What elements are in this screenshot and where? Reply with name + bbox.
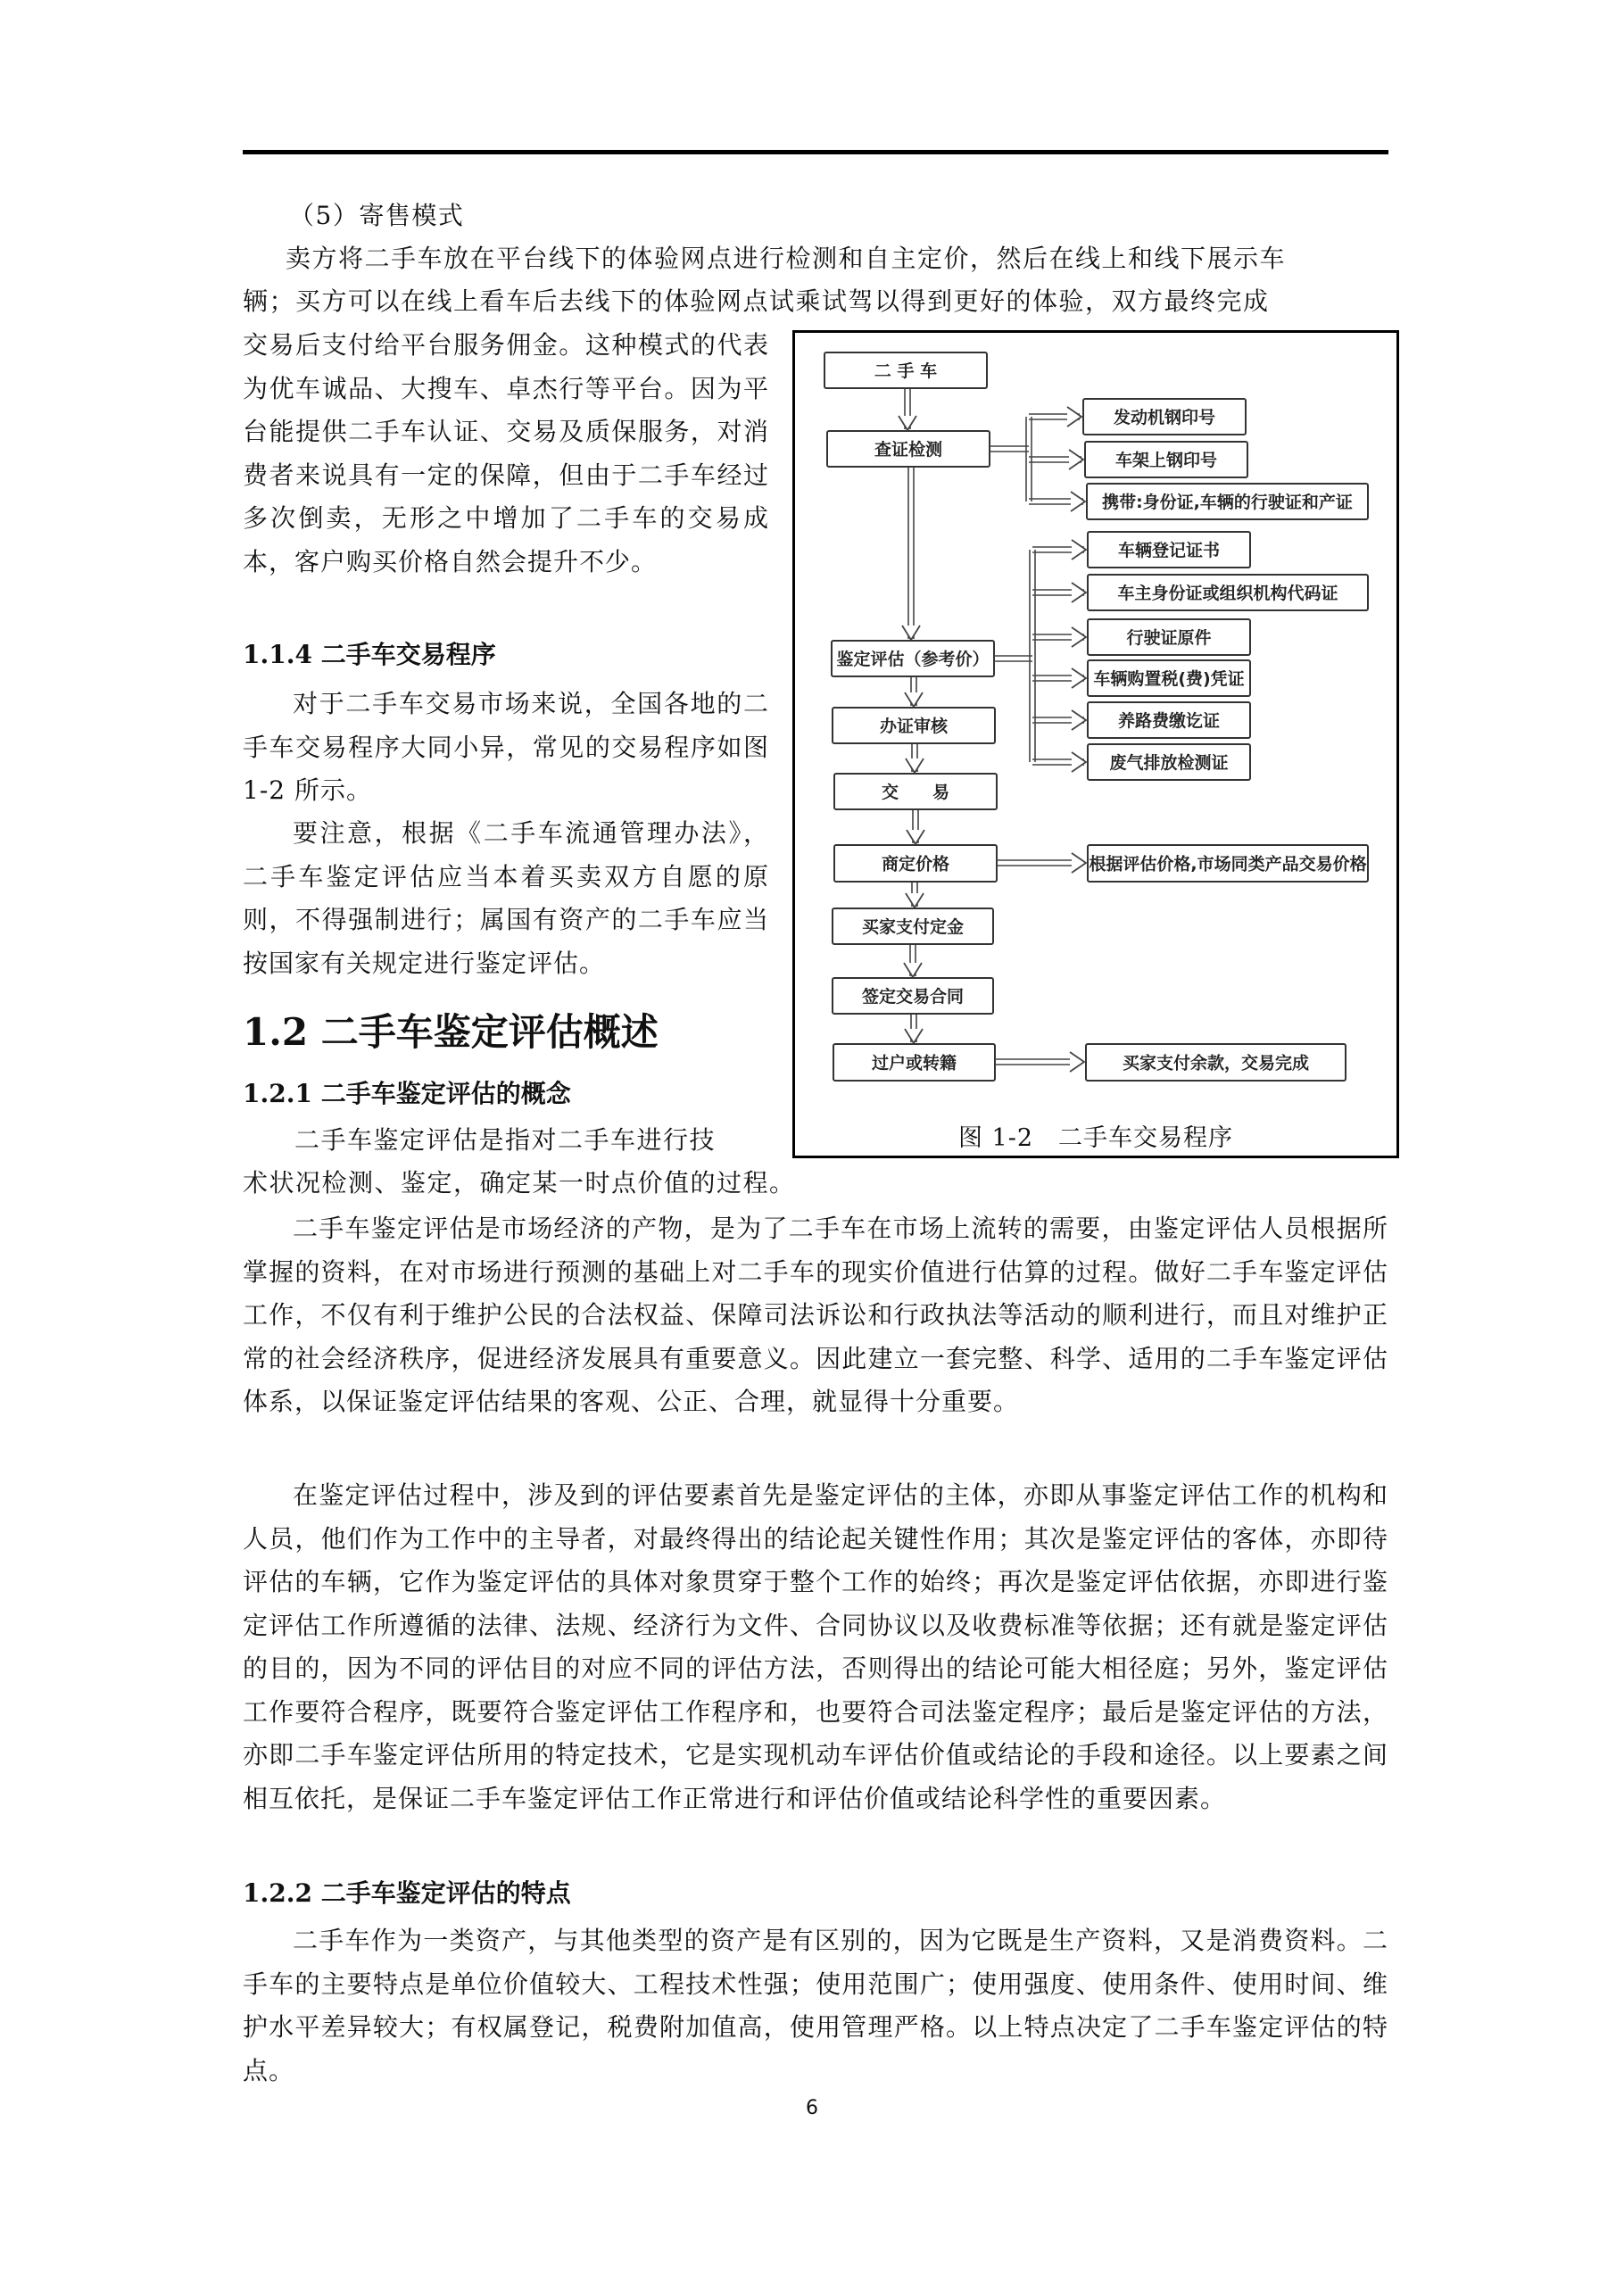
document-item-label: 车辆登记证书 (1117, 541, 1221, 560)
arrow-down-icon (902, 626, 920, 640)
arrow-right-icon (1070, 1052, 1084, 1072)
section-heading-1-2: 1.2 二手车鉴定评估概述 (243, 1010, 659, 1054)
section-heading-1-2-1: 1.2.1 二手车鉴定评估的概念 (243, 1079, 571, 1108)
arrow-right-icon (1072, 627, 1086, 647)
arrow-right-icon (1069, 450, 1083, 469)
subsection-heading-consignment: （5）寄售模式 (289, 201, 465, 230)
arrow-down-icon (905, 1029, 923, 1043)
branch-connector (994, 656, 1032, 661)
document-item-label: 养路费缴讫证 (1117, 711, 1221, 731)
branch-trunk (1026, 417, 1032, 501)
document-item-label: 行驶证原件 (1126, 628, 1212, 648)
page-number: 6 (806, 2097, 818, 2119)
body-line: 辆；买方可以在线上看车后去线下的体验网点试乘试驾以得到更好的体验，双方最终完成 (243, 286, 1270, 316)
arrow-right-icon (1072, 583, 1086, 602)
figure-caption: 图 1-2 二手车交易程序 (957, 1124, 1234, 1152)
price-basis-label: 根据评估价格,市场同类产品交易价格 (1089, 854, 1367, 874)
inspection-item-label: 携带:身份证,车辆的行驶证和产证 (1102, 493, 1353, 512)
body-paragraph: 对于二手车交易市场来说，全国各地的二手车交易程序大同小异，常见的交易程序如图 1-2 所示。 (243, 689, 769, 805)
arrow-right-icon (1072, 540, 1086, 559)
document-item-label: 车辆购置税(费)凭证 (1093, 669, 1245, 689)
body-line: 术状况检测、鉴定，确定某一时点价值的过程。 (243, 1168, 796, 1198)
arrow-down-icon (899, 416, 916, 430)
flow-step-label: 买家支付定金 (861, 917, 965, 937)
arrow-right-icon (1072, 752, 1086, 772)
arrow-right-icon (1072, 668, 1086, 688)
body-paragraph: 二手车鉴定评估是市场经济的产物，是为了二手车在市场上流转的需要，由鉴定评估人员根据所掌握的资料，在对市场进行预测的基础上对二手车的现实价值进行估算的过程。做好二手车鉴定评估工作，不仅有利于维护公民的合法权益、保障司法诉讼和行政执法等活动的顺利进行，而且对维护正常的社会经济秩序，促进经济发展具有重要意义。因此建立一套完整、科学、适用的二手车鉴定评估体系，以保证鉴定评估结果的客观、公正、合理，就显得十分重要。 (243, 1214, 1388, 1416)
arrow-right-icon (1072, 710, 1086, 730)
price-connector (997, 860, 1081, 866)
document-item-label: 车主身份证或组织机构代码证 (1117, 584, 1338, 603)
flow-step-label: 二 手 车 (874, 361, 938, 381)
completion-label: 买家支付余款，交易完成 (1122, 1053, 1310, 1073)
branch-connector (990, 446, 1029, 452)
body-line: 二手车鉴定评估是指对二手车进行技 (294, 1125, 717, 1155)
arrow-right-icon (1067, 407, 1081, 427)
flow-step-label: 过户或转籍 (871, 1053, 957, 1073)
flow-step-label: 商定价格 (881, 854, 950, 874)
flow-step-label: 办证审核 (879, 717, 949, 736)
arrow-down-icon (906, 893, 924, 908)
section-heading-1-1-4: 1.1.4 二手车交易程序 (243, 640, 496, 669)
arrow-down-icon (906, 758, 924, 773)
arrow-down-icon (904, 963, 922, 977)
flowchart-canvas (795, 333, 1402, 1161)
section-heading-1-2-2: 1.2.2 二手车鉴定评估的特点 (243, 1878, 571, 1908)
body-paragraph-wrapped: 交易后支付给平台服务佣金。这种模式的代表为优车诚品、大搜车、卓杰行等平台。因为平台能提供二手车认证、交易及质保服务，对消费者来说具有一定的保障，但由于二手车经过多次倒卖，无形之中增加了二手车的交易成本，客户购买价格自然会提升不少。 (243, 330, 769, 576)
document-item-label: 废气排放检测证 (1109, 753, 1229, 773)
inspection-item-label: 发动机钢印号 (1113, 408, 1216, 427)
arrow-right-icon (1071, 492, 1085, 511)
body-line: 卖方将二手车放在平台线下的体验网点进行检测和自主定价，然后在线上和线下展示车 (286, 244, 1287, 273)
flow-step-label: 查证检测 (874, 440, 943, 460)
arrow-down-icon (907, 830, 924, 844)
arrow-right-icon (1072, 853, 1086, 873)
flow-step-label: 鉴定评估（参考价） (836, 650, 990, 669)
arrow-down-icon (905, 692, 923, 707)
body-paragraph: 在鉴定评估过程中，涉及到的评估要素首先是鉴定评估的主体，亦即从事鉴定评估工作的机构和人员，他们作为工作中的主导者，对最终得出的结论起关键性作用；其次是鉴定评估的客体，亦即待评估的车辆，它作为鉴定评估的具体对象贯穿于整个工作的始终；再次是鉴定评估依据，亦即进行鉴定评估工作所遵循的法律、法规、经济行为文件、合同协议以及收费标准等依据；还有就是鉴定评估的目的，因为不同的评估目的对应不同的评估方法，否则得出的结论可能大相径庭；另外，鉴定评估工作要符合程序，既要符合鉴定评估工作程序和，也要符合司法鉴定程序；最后是鉴定评估的方法，亦即二手车鉴定评估所用的特定技术，它是实现机动车评估价值或结论的手段和途径。以上要素之间相互依托，是保证二手车鉴定评估工作正常进行和评估价值或结论科学性的重要因素。 (243, 1480, 1388, 1813)
flow-step-label: 签定交易合同 (861, 987, 965, 1007)
body-paragraph: 二手车作为一类资产，与其他类型的资产是有区别的，因为它既是生产资料，又是消费资料。二手车的主要特点是单位价值较大、工程技术性强；使用范围广；使用强度、使用条件、使用时间、维护水平差异较大；有权属登记，税费附加值高，使用管理严格。以上特点决定了二手车鉴定评估的特点。 (243, 1926, 1388, 2085)
inspection-item-label: 车架上钢印号 (1114, 451, 1218, 470)
body-paragraph: 要注意，根据《二手车流通管理办法》，二手车鉴定评估应当本着买卖双方自愿的原则，不得强制进行；属国有资产的二手车应当按国家有关规定进行鉴定评估。 (243, 818, 769, 978)
figure-1-2-flowchart (792, 330, 1399, 1158)
completion-connector (995, 1059, 1079, 1065)
flow-connector (908, 467, 914, 639)
flow-step-label: 交 易 (881, 783, 950, 802)
header-rule (243, 150, 1388, 154)
